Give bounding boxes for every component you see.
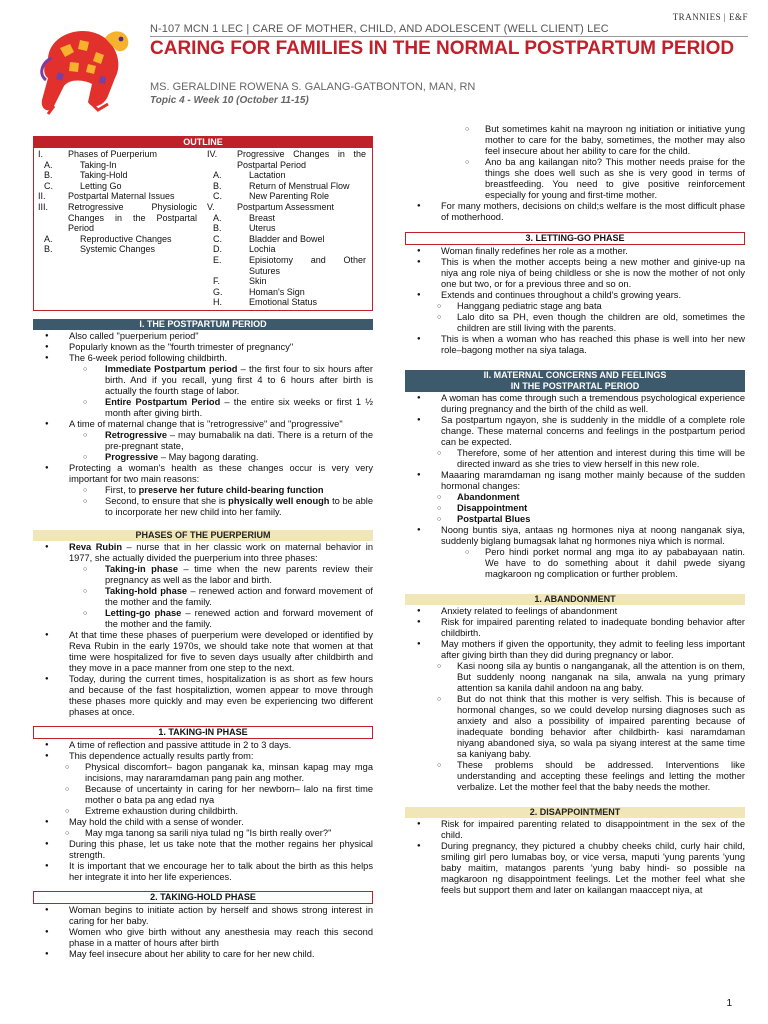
list-item: ○ But do not think that this mother is very selfish. This is because of hormonal changes, so we could develop nursing diagnoses such as anxiety and also a possibility of impaired parenting because of inadequate bonding behavior after childbirth- kasi naramdaman niyang abandoned siya, so wala pa siyang interest at the same time sa kaniyang baby.	[405, 694, 745, 760]
list-item: ○ Lalo dito sa PH, even though the children are old, sometimes the children are still living with the parents.	[405, 312, 745, 334]
section-heading-abandonment: 1. ABANDONMENT	[405, 594, 745, 605]
list-item	[33, 608, 373, 630]
list-item: ● Women who give birth without any anesthesia may reach this second phase in a matter of hours after birth	[33, 927, 373, 949]
outline-item-label: New Parenting Role	[249, 191, 330, 202]
outline-item-number: G.	[213, 286, 223, 297]
outline-item	[34, 191, 203, 202]
document-title: CARING FOR FAMILIES IN THE NORMAL POSTPARTUM PERIOD	[150, 38, 735, 59]
topic-line: Topic 4 - Week 10 (October 11-15)	[150, 95, 309, 106]
outline-item	[203, 149, 372, 170]
term: Entire Postpartum Period	[105, 396, 221, 407]
outline-item-label: Progressive Changes in the Postpartal Period	[237, 149, 366, 170]
outline-item	[203, 202, 372, 213]
header-tag: TRANNIES | E&F	[672, 12, 748, 22]
list-item: ● Also called "puerperium period"	[33, 331, 373, 342]
list-item: ● Woman finally redefines her role as a mother.	[405, 246, 745, 257]
list-item: ● Today, during the current times, hospitalization is as short as few hours and because of the fast hospitaliztion, women appear to move through these phases more quickly and may even be experiencing two different phases at once.	[33, 674, 373, 718]
outline-item-label: Lactation	[249, 170, 286, 181]
course-line: N-107 MCN 1 LEC | CARE OF MOTHER, CHILD, AND ADOLESCENT (WELL CLIENT) LEC	[150, 23, 609, 35]
heading-line: IN THE POSTPARTAL PERIOD	[510, 381, 640, 391]
outline-item-label: Retrogressive Physiologic Changes in the Postpartal Period	[68, 201, 197, 234]
term: Retrogressive	[105, 429, 168, 440]
outline-item-number: B.	[213, 180, 222, 191]
outline-item-label: Uterus	[249, 223, 276, 234]
outline-item	[203, 191, 372, 202]
outline-item-label: Emotional Status	[249, 297, 318, 308]
list-item: ○ Pero hindi porket normal ang mga ito ay pababayaan natin. We have to do something about it dahil pwede siyang magkaroon ng complication or further problem.	[405, 547, 745, 580]
outline-item-number: C.	[213, 233, 222, 244]
list-item: ● This is when a woman who has reached this phase is well into her new role–bagong mother na siya talaga.	[405, 334, 745, 356]
definition: – the first four to six hours after birth. And if you recall, yung first 4 to 6 hours after birth is actually the fourth stage of labor.	[105, 363, 374, 396]
outline-item	[34, 160, 203, 171]
definition: – May bagong darating.	[158, 451, 259, 462]
outline-item	[34, 244, 203, 255]
giraffe-logo-icon	[30, 18, 140, 118]
list-item: ○ Abandonment	[405, 492, 745, 503]
outline-right-column	[203, 149, 372, 308]
outline-box	[33, 136, 373, 311]
list-item: ○ Kasi noong sila ay buntis o nanganganak, all the attention is on them, But suddenly noong nanganak na sila, anwala na yung primary attention sa kanila dahil andoon na ang baby.	[405, 661, 745, 694]
term: Progressive	[105, 451, 159, 462]
postpartum-list	[33, 331, 373, 364]
term: Letting-go phase	[105, 607, 182, 618]
list-item: ● Risk for impaired parenting related to inadequate bonding behavior after childbirth.	[405, 617, 745, 639]
text: First, to	[105, 484, 139, 495]
outline-item-number: B.	[44, 244, 53, 255]
heading-line: II. MATERNAL CONCERNS AND FEELINGS	[483, 370, 667, 380]
section-heading-postpartum: I. THE POSTPARTUM PERIOD	[33, 319, 373, 330]
outline-item	[203, 244, 372, 255]
term: preserve her future child-bearing function	[138, 484, 324, 495]
outline-item-number: D.	[213, 244, 222, 255]
outline-item-label: Postpartal Maternal Issues	[68, 191, 175, 202]
list-item: ● Popularly known as the "fourth trimester of pregnancy"	[33, 342, 373, 353]
outline-item-label: Episiotomy and Other Sutures	[249, 254, 366, 276]
outline-item-label: Phases of Puerperium	[68, 149, 158, 159]
list-item: ● A time of maternal change that is "retrogressive" and "progressive"	[33, 419, 373, 430]
outline-item-number: I.	[38, 149, 44, 159]
definition: – may bumabalik na dati. There is a return of the pre-pregnant state,	[105, 429, 373, 451]
outline-item-label: Return of Menstrual Flow	[249, 180, 350, 191]
text: Second, to ensure that she is	[105, 495, 229, 506]
list-item	[33, 542, 373, 564]
list-item: ● Protecting a woman's health as these changes occur is very very important for two main reasons:	[33, 463, 373, 485]
outline-item-number: H.	[213, 297, 222, 308]
text: – renewed action and forward movement of the mother and the family.	[105, 585, 373, 607]
outline-item-number: II.	[38, 191, 46, 202]
term: Taking-hold phase	[105, 585, 188, 596]
outline-item-label: Reproductive Changes	[80, 233, 172, 244]
list-item: ● A time of reflection and passive attitude in 2 to 3 days.	[33, 740, 373, 751]
outline-item-label: Letting Go	[80, 180, 122, 191]
list-item: ○ Ano ba ang kailangan nito? This mother needs praise for the things she does well such as she is very good in terms of breastfeeding. You need to give positive reinforcement especially for young and first-time mother.	[405, 157, 745, 201]
right-column	[405, 124, 745, 896]
outline-item-label: Bladder and Bowel	[249, 233, 325, 244]
section-heading-phases: PHASES OF THE PUERPERIUM	[33, 530, 373, 541]
list-item: ● The 6-week period following childbirth.	[33, 353, 373, 364]
list-item: ● A woman has come through such a tremendous psychological experience during pregnancy and the birth of the child as well.	[405, 393, 745, 415]
outline-item	[203, 255, 372, 276]
outline-item-label: Taking-Hold	[80, 170, 128, 181]
outline-item-number: B.	[213, 223, 222, 234]
list-item	[33, 364, 373, 397]
text: – nurse that in her classic work on maternal behavior in 1977, she actually divided the puerperium into three phases:	[69, 541, 373, 563]
list-item	[33, 496, 373, 518]
list-item: ● May hold the child with a sense of wonder.	[33, 817, 373, 828]
outline-item	[203, 234, 372, 245]
outline-item	[34, 149, 203, 160]
outline-item-number: C.	[44, 180, 53, 191]
list-item: ● During this phase, let us take note that the mother regains her physical strength.	[33, 839, 373, 861]
list-item: ● Noong buntis siya, antaas ng hormones niya at noong nanganak siya, suddenly biglang bumagsak lahat ng hormones niya which is normal.	[405, 525, 745, 547]
list-item: ○ Extreme exhaustion during childbirth.	[33, 806, 373, 817]
list-item: ○ Postpartal Blues	[405, 514, 745, 525]
outline-item-number: B.	[44, 170, 53, 181]
outline-item	[203, 297, 372, 308]
list-item: ● At that time these phases of puerperium were developed or identified by Reva Rubin in the early 1970s, we should take note that women at that time were hospitalized for five to seven days usually after childbirth and they move in a pace manner from one step to the next.	[33, 630, 373, 674]
list-item: ● Maaaring maramdaman ng isang mother mainly because of the sudden hormonal changes:	[405, 470, 745, 492]
list-item: ● During pregnancy, they pictured a chubby cheeks child, curly hair child, smiling girl pero lumabas boy, or vice versa, maputi 'yung parents 'yung baby maitim, matangos parents 'yung baby hindi- so possible na magkaroon ng disappointment feelings. Let the mother feel what she feels but support them and later on kailangan maaccept niya, at	[405, 841, 745, 896]
list-item: ○ Therefore, some of her attention and interest during this time will be directed inward as she tries to view herself in this new role.	[405, 448, 745, 470]
term: physically well enough	[228, 495, 330, 506]
list-item: ● Sa postpartum ngayon, she is suddenly in the middle of a complete role change. These maternal concerns and feelings in the postpartum period can be expected.	[405, 415, 745, 448]
list-item	[33, 452, 373, 463]
outline-item-number: A.	[44, 233, 53, 244]
outline-item	[34, 170, 203, 181]
outline-item-number: E.	[213, 254, 222, 265]
outline-item-label: Taking-In	[80, 159, 117, 170]
list-item: ● For many mothers, decisions on child;s welfare is the most difficult phase of motherhood.	[405, 201, 745, 223]
outline-item-label: Postpartum Assessment	[237, 201, 335, 212]
list-item: ● May feel insecure about her ability to care for her new child.	[33, 949, 373, 960]
outline-item-number: V.	[207, 201, 215, 212]
outline-item	[203, 170, 372, 181]
instructor-name: MS. GERALDINE ROWENA S. GALANG-GATBONTON, MAN, RN	[150, 81, 476, 93]
text: – renewed action and forward movement of the mother and the family.	[105, 607, 374, 629]
text: – time when the new parents review their pregnancy as well as the labor and birth.	[105, 563, 373, 585]
list-item: ● Risk for impaired parenting related to disappointment in the sex of the child.	[405, 819, 745, 841]
outline-item-number: III.	[38, 201, 49, 212]
list-item: ● Anxiety related to feelings of abandonment	[405, 606, 745, 617]
list-item: ○ These problems should be addressed. Interventions like understanding and accepting these feelings and letting the mother verbalize. Let the mother feel that the baby needs the mother.	[405, 760, 745, 793]
outline-item-label: Lochia	[249, 244, 276, 255]
term: Immediate Postpartum period	[105, 363, 238, 374]
term: Reva Rubin	[69, 541, 123, 552]
outline-item-number: IV.	[207, 149, 218, 159]
header-rule	[150, 36, 748, 37]
outline-left-column	[34, 149, 203, 308]
term: Taking-in phase	[105, 563, 179, 574]
outline-item-label: Homan's Sign	[249, 286, 305, 297]
outline-item	[203, 213, 372, 224]
text: to be able to incorporate her new child into her family.	[105, 495, 373, 517]
list-item: ● Extends and continues throughout a child's growing years.	[405, 290, 745, 301]
list-item: ● Woman begins to initiate action by herself and shows strong interest in caring for her baby.	[33, 905, 373, 927]
definition: – the entire six weeks or first 1 ½ month after giving birth.	[105, 396, 373, 418]
outline-item-label: Breast	[249, 212, 276, 223]
outline-item	[34, 202, 203, 234]
list-item	[33, 430, 373, 452]
left-column	[33, 136, 373, 960]
list-item: ○ Because of uncertainty in caring for her newborn– lalo na first time mother o bata pa ang edad nya	[33, 784, 373, 806]
list-item	[33, 564, 373, 586]
list-item: ○ Physical discomfort– bagon panganak ka, minsan kapag may mga incisions, may nararamdaman pang pain ang mother.	[33, 762, 373, 784]
outline-item-number: F.	[213, 276, 221, 287]
outline-item-number: A.	[213, 170, 222, 181]
section-heading-maternal-concerns	[405, 370, 745, 392]
outline-item-number: A.	[44, 159, 53, 170]
outline-item-label: Systemic Changes	[80, 244, 156, 255]
list-item: ○ Disappointment	[405, 503, 745, 514]
outline-item	[34, 234, 203, 245]
outline-item	[203, 223, 372, 234]
list-item: ○ May mga tanong sa sarili niya tulad ng "Is birth really over?"	[33, 828, 373, 839]
list-item	[33, 485, 373, 496]
outline-item	[203, 181, 372, 192]
list-item: ○ Hanggang pediatric stage ang bata	[405, 301, 745, 312]
list-item: ● It is important that we encourage her to talk about the birth as this helps her integrate it into her life experiences.	[33, 861, 373, 883]
page-number: 1	[726, 998, 732, 1009]
section-heading-letting-go: 3. LETTING-GO PHASE	[405, 232, 745, 245]
section-heading-disappointment: 2. DISAPPOINTMENT	[405, 807, 745, 818]
list-item	[33, 397, 373, 419]
section-heading-taking-hold: 2. TAKING-HOLD PHASE	[33, 891, 373, 904]
outline-item	[34, 181, 203, 192]
outline-heading: OUTLINE	[34, 137, 372, 148]
list-item: ● This is when the mother accepts being a new mother and ginive-up na niya ang role niya of being childless or she is now the mother of not only one but two, or for a previous three and so on.	[405, 257, 745, 290]
list-item: ● May mothers if given the opportunity, they admit to feeling less important after giving birth than they did during pregnancy or labor.	[405, 639, 745, 661]
outline-item-label: Skin	[249, 276, 267, 287]
outline-item	[203, 287, 372, 298]
outline-item-number: C.	[213, 191, 222, 202]
outline-item-number: A.	[213, 212, 222, 223]
list-item: ● This dependence actually results partly from:	[33, 751, 373, 762]
list-item	[33, 586, 373, 608]
outline-item	[203, 276, 372, 287]
list-item: ○ But sometimes kahit na mayroon ng initiation or initiative yung mother to care for the baby, sometimes, the mother may also feel insecure about her ability to care for the child.	[405, 124, 745, 157]
section-heading-taking-in: 1. TAKING-IN PHASE	[33, 726, 373, 739]
